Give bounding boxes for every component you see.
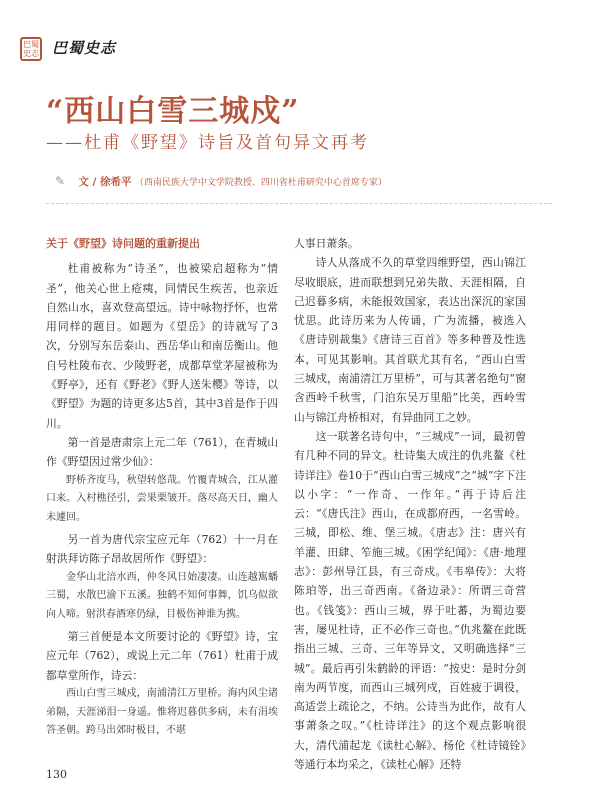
article-title: “西山白雪三城戍” (46, 94, 300, 129)
seal-text: 巴蜀史志 (23, 40, 39, 58)
paragraph: 人事日萧条。 (294, 237, 359, 250)
paragraph: 诗人从落成不久的草堂四维野望，西山锦江尽收眼底，进而联想到兄弟失散、天涯相隔，自己迟暮多病，未能报效国家，表达出深沉的家国忧思。此诗历来为人传诵，广为流播，被选入《唐诗别裁集》《唐诗三百首》等多种普及性选本，可见其影响。其首联尤其有名，“西山白雪三城戍，南浦清江万里桥”，可与其著名绝句“窗含西岭千秋雪，门泊东吴万里船”比美，西岭雪山与锦江舟桥相对，有异曲同工之妙。 (294, 256, 526, 424)
section-heading: 关于《野望》诗问题的重新提出 (46, 237, 200, 250)
paragraph: 另一首为唐代宗宝应元年（762）十一月在射洪拜访陈子昂故居所作《野望》： (46, 532, 278, 566)
poem-quote: 金华山北涪水西，仲冬风日始凄凄。山连越嶲蟠三蜀，水散巴渝下五溪。独鹤不知何事舞，饥乌似欲向人啼。射洪春酒寒仍绿，目极伤神谁为携。 (46, 571, 278, 621)
poem-quote: 野桥齐度马，秋望转悠哉。竹覆青城合，江从灌口来。入村樵径引，尝果栗皱开。落尽高天日，幽人未遽回。 (46, 474, 278, 524)
page-number: 130 (46, 768, 67, 781)
left-column (46, 234, 278, 743)
divider (46, 203, 552, 204)
author-line (55, 174, 387, 189)
author-affiliation: （西南民族大学中文学院教授、四川省杜甫研究中心首席专家） (134, 178, 387, 188)
author-name: 文 / 徐希平 (78, 176, 132, 188)
journal-column-name: 巴蜀史志 (52, 39, 117, 57)
paragraph: 第一首是唐肃宗上元二年（761），在青城山作《野望因过常少仙》： (46, 435, 278, 469)
paragraph: 杜甫被称为“诗圣”，也被梁启超称为“情圣”，他关心世上疮痍，同情民生疾苦，也亲近自然山水，喜欢登高望远。诗中咏物抒怀，也常用同样的题目。如题为《望岳》的诗就写了3次，分别写东岳泰山、西岳华山和南岳衡山。他自号杜陵布衣、少陵野老，成都草堂茅屋被称为《野亭》，还有《野老》《野人送朱樱》等诗，以《野望》为题的诗更多达5首，其中3首是作于四川。 (46, 262, 278, 430)
journal-logo-seal (20, 37, 42, 61)
article-subtitle: ——杜甫《野望》诗旨及首句异文再考 (46, 133, 369, 153)
pen-icon: ✎ (55, 174, 66, 188)
poem-quote: 西山白雪三城戍，南浦清江万里桥。海内风尘诸弟隔，天涯涕泪一身遥。惟将迟暮供多病，未有涓埃答圣朝。跨马出郊时极目，不堪 (46, 687, 278, 737)
paragraph: 第三首便是本文所要讨论的《野望》诗，宝应元年（762），或说上元二年（761）杜甫于成都草堂所作，诗云： (46, 629, 278, 682)
right-column (294, 234, 526, 774)
paragraph: 这一联著名诗句中，“三城戍”一词，最初曾有几种不同的异文。杜诗集大成注的仇兆鳌《杜诗详注》卷10于“西山白雪三城戍”之“城”字下注以小字：“一作奇、一作年。”再于诗后注云：“《唐氏注》西山，在成都府西，一名雪岭。三城，即松、维、堡三城。《唐志》注：唐兴有羊灌、田肆、笮施三城。《困学纪闻》：《唐·地理志》：彭州导江县，有三奇戍。《韦皋传》：大将陈珀等，出三奇西南。《备边录》：所谓三奇营也。《钱笺》：西山三城，界于吐蕃，为蜀边要害，屡见杜诗，正不必作三奇也。”仇兆鳌在此既指出三城、三奇、三年等异文，又明确选择“三城”。最后再引朱鹤龄的评语：“按史：是时分剑南为两节度，而西山三城列戍，百姓疲于调役，高适尝上疏论之，不纳。公诗当为此作，故有人事萧条之叹。”《杜诗详注》的这个观点影响很大，清代浦起龙《读杜心解》、杨伦《杜诗镜铨》等通行本均采之，《读杜心解》还特 (294, 429, 526, 772)
